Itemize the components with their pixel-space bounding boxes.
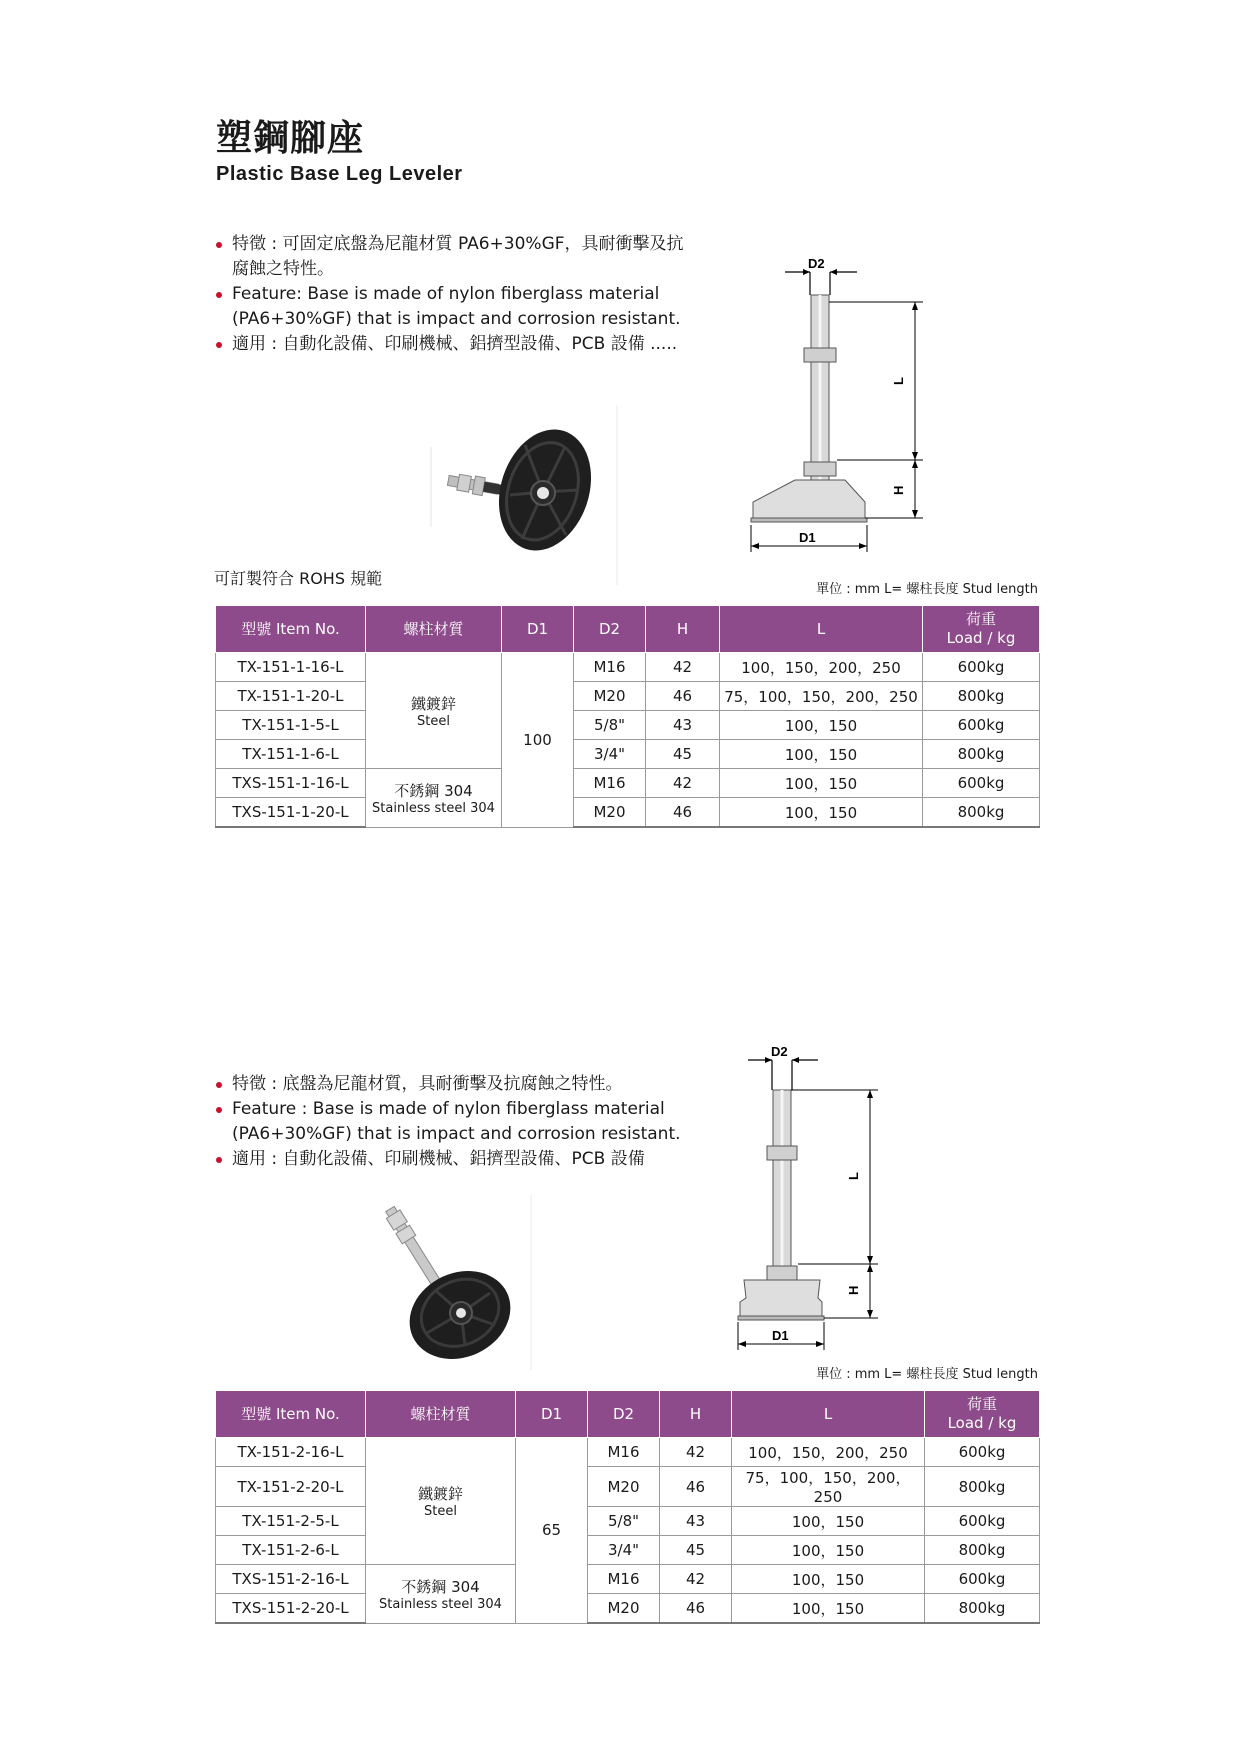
unit-note-2: 單位 : mm L= 螺柱長度 Stud length (816, 1367, 1038, 1382)
feature-item: Feature: Base is made of nylon fiberglass material (PA6+30%GF) that is impact and corrosion resistant. (214, 282, 694, 332)
cell-item: TXS-151-2-20-L (216, 1594, 366, 1624)
feature-item: 特徵 : 底盤為尼龍材質，具耐衝擊及抗腐蝕之特性。 (214, 1072, 694, 1097)
cell-d1: 100 (502, 653, 574, 828)
cell-load: 600kg (925, 1438, 1040, 1467)
cell-item: TXS-151-2-16-L (216, 1565, 366, 1594)
cell-h: 42 (660, 1565, 732, 1594)
feature-item: 特徵 : 可固定底盤為尼龍材質 PA6+30%GF，具耐衝擊及抗腐蝕之特性。 (214, 232, 694, 282)
cell-load: 600kg (925, 1565, 1040, 1594)
cell-load: 600kg (923, 711, 1040, 740)
cell-item: TXS-151-1-16-L (216, 769, 366, 798)
header-l: L (720, 606, 923, 653)
header-d2: D2 (574, 606, 646, 653)
cell-d2: M16 (574, 769, 646, 798)
table-row (216, 798, 1040, 828)
header-item: 型號 Item No. (216, 606, 366, 653)
cell-l: 100，150 (720, 798, 923, 828)
unit-note-1: 單位 : mm L= 螺柱長度 Stud length (816, 582, 1038, 597)
cell-item: TX-151-2-5-L (216, 1507, 366, 1536)
cell-d2: M16 (588, 1438, 660, 1467)
cell-l: 75，100，150，200，250 (732, 1467, 925, 1507)
table-row (216, 1467, 1040, 1507)
cell-load: 600kg (923, 769, 1040, 798)
cell-load: 600kg (923, 653, 1040, 682)
cell-item: TX-151-1-20-L (216, 682, 366, 711)
cell-h: 43 (660, 1507, 732, 1536)
header-load-en: Load / kg (946, 629, 1016, 647)
feature-item: 適用 : 自動化設備、印刷機械、鋁擠型設備、PCB 設備 ..... (214, 332, 694, 357)
material-zh: 鐵鍍鋅 (417, 1485, 463, 1503)
header-material: 螺柱材質 (366, 606, 502, 653)
cell-d2: M20 (574, 798, 646, 828)
material-zh: 不銹鋼 304 (394, 781, 473, 800)
label-d2: D2 (771, 1044, 788, 1059)
cell-d2: 3/4" (574, 740, 646, 769)
table-row (216, 769, 1040, 798)
label-l: L (846, 1172, 861, 1180)
cell-material-steel (366, 1438, 516, 1565)
cell-l: 100，150 (720, 740, 923, 769)
cell-h: 46 (660, 1467, 732, 1507)
table-row (216, 1536, 1040, 1565)
cell-l: 100，150，200，250 (720, 653, 923, 682)
header-l: L (732, 1391, 925, 1438)
page-title-en: Plastic Base Leg Leveler (216, 163, 463, 185)
material-zh: 不銹鋼 304 (401, 1577, 480, 1596)
header-item: 型號 Item No. (216, 1391, 366, 1438)
header-load (925, 1391, 1040, 1438)
header-load (923, 606, 1040, 653)
cell-item: TX-151-1-6-L (216, 740, 366, 769)
table-row (216, 1565, 1040, 1594)
cell-l: 75，100，150，200，250 (720, 682, 923, 711)
dimension-drawing-2 (730, 1040, 890, 1360)
header-load-en: Load / kg (947, 1414, 1017, 1432)
cell-h: 46 (646, 682, 720, 711)
feature-list-1 (214, 232, 694, 357)
cell-load: 800kg (923, 798, 1040, 828)
table-row (216, 740, 1040, 769)
cell-d2: 3/4" (588, 1536, 660, 1565)
feature-item: 適用 : 自動化設備、印刷機械、鋁擠型設備、PCB 設備 (214, 1147, 694, 1172)
cell-h: 45 (646, 740, 720, 769)
cell-load: 800kg (925, 1594, 1040, 1624)
feature-item: Feature : Base is made of nylon fiberglass material (PA6+30%GF) that is impact and corrosion resistant. (214, 1097, 694, 1147)
cell-l: 100，150 (732, 1594, 925, 1624)
table-row (216, 1507, 1040, 1536)
spec-table-2 (215, 1390, 1040, 1624)
material-en: Steel (424, 1504, 457, 1519)
cell-material-stainless (366, 1565, 516, 1624)
cell-l: 100，150 (732, 1536, 925, 1565)
cell-item: TX-151-2-6-L (216, 1536, 366, 1565)
cell-h: 43 (646, 711, 720, 740)
header-d2: D2 (588, 1391, 660, 1438)
dimension-drawing-1 (745, 250, 945, 570)
cell-l: 100，150 (720, 769, 923, 798)
material-en: Steel (417, 713, 450, 729)
spec-table-1 (215, 605, 1040, 828)
page-title-zh: 塑鋼腳座 (216, 118, 365, 159)
label-h: H (846, 1285, 861, 1295)
table-row (216, 653, 1040, 682)
cell-item: TX-151-1-16-L (216, 653, 366, 682)
feature-list-2 (214, 1072, 694, 1172)
cell-load: 800kg (925, 1467, 1040, 1507)
cell-h: 46 (660, 1594, 732, 1624)
header-load-zh: 荷重 (966, 1395, 997, 1413)
cell-item: TX-151-2-20-L (216, 1467, 366, 1507)
header-material: 螺柱材質 (366, 1391, 516, 1438)
header-h: H (660, 1391, 732, 1438)
label-h: H (891, 485, 906, 495)
table-row (216, 1594, 1040, 1624)
cell-d2: M20 (588, 1467, 660, 1507)
label-d1: D1 (772, 1328, 789, 1343)
product-photo-2 (365, 1195, 545, 1380)
header-h: H (646, 606, 720, 653)
cell-d2: M16 (588, 1565, 660, 1594)
cell-load: 600kg (925, 1507, 1040, 1536)
header-load-zh: 荷重 (965, 610, 996, 628)
material-zh: 鐵鍍鋅 (410, 694, 456, 713)
cell-l: 100，150 (720, 711, 923, 740)
header-d1: D1 (502, 606, 574, 653)
cell-d1: 65 (516, 1438, 588, 1624)
cell-h: 46 (646, 798, 720, 828)
product-photo-1 (430, 405, 630, 590)
cell-h: 42 (660, 1438, 732, 1467)
table-header-row (216, 606, 1040, 653)
cell-l: 100，150，200，250 (732, 1438, 925, 1467)
cell-d2: M20 (574, 682, 646, 711)
cell-d2: 5/8" (588, 1507, 660, 1536)
material-en: Stainless steel 304 (372, 800, 495, 816)
cell-h: 42 (646, 769, 720, 798)
cell-load: 800kg (925, 1536, 1040, 1565)
cell-material-steel (366, 653, 502, 769)
cell-item: TX-151-2-16-L (216, 1438, 366, 1467)
rohs-note: 可訂製符合 ROHS 規範 (214, 569, 383, 588)
table-header-row (216, 1391, 1040, 1438)
table-row (216, 1438, 1040, 1467)
label-d2: D2 (808, 256, 825, 271)
table-row (216, 711, 1040, 740)
cell-l: 100，150 (732, 1507, 925, 1536)
cell-l: 100，150 (732, 1565, 925, 1594)
cell-d2: 5/8" (574, 711, 646, 740)
cell-material-stainless (366, 769, 502, 828)
cell-item: TXS-151-1-20-L (216, 798, 366, 828)
table-row (216, 682, 1040, 711)
cell-item: TX-151-1-5-L (216, 711, 366, 740)
cell-d2: M16 (574, 653, 646, 682)
cell-h: 42 (646, 653, 720, 682)
label-l: L (891, 377, 906, 385)
header-d1: D1 (516, 1391, 588, 1438)
cell-load: 800kg (923, 682, 1040, 711)
cell-load: 800kg (923, 740, 1040, 769)
cell-h: 45 (660, 1536, 732, 1565)
material-en: Stainless steel 304 (379, 1596, 502, 1612)
label-d1: D1 (799, 530, 816, 545)
cell-d2: M20 (588, 1594, 660, 1624)
